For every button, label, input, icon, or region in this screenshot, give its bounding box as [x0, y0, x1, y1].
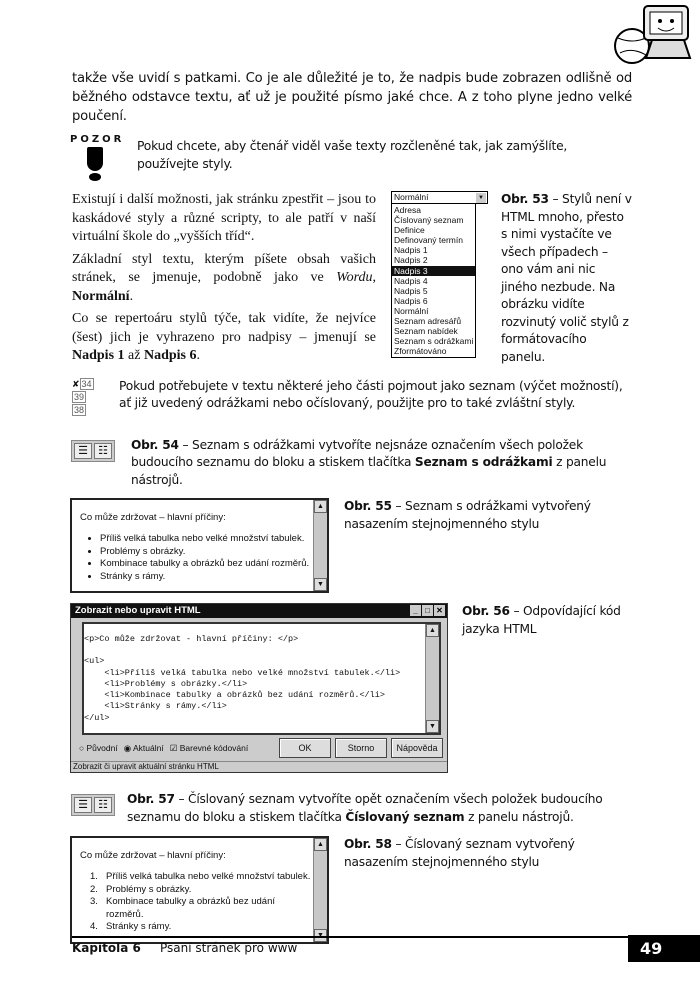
obr56-caption: Obr. 56 – Odpovídající kód jazyka HTML — [462, 604, 621, 636]
tip-block — [70, 378, 632, 417]
close-button[interactable]: ✕ — [434, 605, 445, 616]
html-editor-window — [70, 603, 448, 773]
bullet-list-icon: ☷ — [94, 443, 112, 459]
list-heading: Co může zdržovat – hlavní příčiny: — [80, 512, 226, 523]
paragraph-2: Základní styl textu, kterým píšete obsah vašich stránek, se jmenuje, podobně jako ve Wordu, Normální. — [72, 251, 376, 304]
style-option[interactable]: Nadpis 6 — [394, 295, 428, 306]
list-heading: Co může zdržovat – hlavní příčiny: — [80, 850, 226, 861]
style-option[interactable]: Normální — [394, 305, 429, 316]
minimize-button[interactable]: _ — [410, 605, 421, 616]
numbered-item — [90, 896, 311, 921]
dialog-controls — [79, 738, 443, 758]
obr55-block — [70, 498, 632, 593]
item-text: Příliš velká tabulka nebo velké množství tabulek. — [106, 871, 311, 882]
code-line — [84, 645, 423, 656]
style-option[interactable]: Seznam s odrážkami — [394, 336, 474, 347]
pozor-text: Pokud chcete, aby čtenář viděl vaše texty rozčleněné tak, jak zamýšlíte, používejte styly. — [137, 139, 568, 171]
item-number: 2. — [90, 883, 98, 895]
item-number: 3. — [90, 896, 98, 907]
footer-chapter: Kapitola 6 — [72, 941, 141, 955]
numbered-list-icon: ☰ — [74, 797, 92, 813]
item-number: 4. — [90, 921, 98, 932]
style-option[interactable]: Definice — [394, 225, 425, 236]
pozor-warning-icon — [70, 134, 125, 181]
code-line: </ul> — [84, 712, 110, 723]
tip-text: Pokud potřebujete v textu některé jeho části pojmout jako seznam (výčet možností), ať již uvedený odrážkami nebo očíslovaný, použijte pro to také zvláštní styly. — [119, 378, 623, 410]
style-option[interactable]: Seznam nabídek — [394, 326, 458, 337]
style-option[interactable]: Nadpis 4 — [394, 275, 428, 286]
style-option[interactable]: Definovaný termín — [394, 235, 463, 246]
color-coding-checkbox[interactable]: ☑ Barevné kódování — [169, 742, 249, 753]
dialog-options — [79, 743, 275, 754]
code-line: <p>Co může zdržovat - hlavní příčiny: </p> — [84, 634, 299, 644]
item-text: Stránky s rámy. — [106, 921, 172, 932]
item-text: Problémy s obrázky. — [106, 883, 192, 895]
code-line: <li>Stránky s rámy.</li> — [84, 701, 227, 712]
numbered-list-preview — [70, 836, 329, 944]
pozor-label: POZOR — [70, 134, 125, 145]
paragraph-1: Existují i další možnosti, jak stránku zpestřit – jsou to kaskádové styly a různé scripty, to ale patří v naší virtuální škole do „vyšších tříd“. — [72, 192, 376, 244]
obr56-block — [70, 603, 632, 773]
intro-paragraph: takže vše uvidí s patkami. Co je ale důležité je to, že nadpis bude zobrazen odlišně od běžného odstavce textu, ať už je použité písmo jaké chce. A z toho plyne jedno velké poučení. — [72, 71, 632, 124]
page-content — [70, 69, 632, 944]
window-titlebar: Zobrazit nebo upravit HTML _ □ ✕ — [71, 604, 447, 618]
radio-original[interactable]: ○ Původní — [79, 742, 118, 753]
cancel-button[interactable]: Storno — [335, 738, 387, 758]
numbered-item — [90, 884, 311, 897]
item-number: 1. — [90, 871, 98, 882]
obr57-block — [70, 791, 632, 826]
ok-button[interactable]: OK — [279, 738, 331, 758]
footer-rule — [72, 936, 700, 938]
page-number: 49 — [628, 935, 700, 962]
obr58-block — [70, 836, 632, 944]
scrollbar[interactable]: ▲ ▼ — [313, 838, 327, 942]
numbered-item — [90, 921, 311, 934]
code-line: <li>Problémy s obrázky.</li> — [84, 678, 248, 689]
code-line: <ul> — [84, 656, 105, 667]
pozor-block — [70, 134, 632, 181]
style-option[interactable]: Seznam adresářů — [394, 316, 462, 327]
obr55-caption: Obr. 55 – Seznam s odrážkami vytvořený nasazením stejnojmenného stylu — [344, 499, 591, 531]
style-option[interactable]: Zformátováno — [394, 346, 447, 357]
bullet-toolbar-buttons — [71, 440, 115, 462]
code-scrollbar[interactable]: ▲ ▼ — [425, 624, 439, 733]
style-options-list — [391, 204, 476, 358]
bullet-list-preview — [70, 498, 329, 593]
numbered-list-icon: ☰ — [74, 443, 92, 459]
left-column — [72, 191, 376, 370]
style-select-field[interactable]: Normální ▼ — [391, 191, 488, 204]
style-option[interactable]: Nadpis 1 — [394, 245, 428, 256]
item-text: Kombinace tabulky a obrázků bez udání rozměrů. — [106, 896, 275, 920]
help-button[interactable]: Nápověda — [391, 738, 443, 758]
maximize-button[interactable]: □ — [422, 605, 433, 616]
scrollbar[interactable]: ▲ ▼ — [313, 500, 327, 591]
bullet-list-icon: ☷ — [94, 797, 112, 813]
style-dropdown[interactable] — [391, 191, 488, 358]
obr54-block — [70, 437, 632, 490]
list-item: • Stránky s rámy. — [100, 571, 311, 584]
list-styles-icon: ✘ 34 39 38 — [72, 378, 92, 415]
obr58-caption: Obr. 58 – Číslovaný seznam vytvořený nasazením stejnojmenného stylu — [344, 837, 575, 869]
html-code-area[interactable] — [82, 622, 441, 735]
style-option[interactable]: Nadpis 3 — [392, 266, 475, 276]
code-line: <li>Příliš velká tabulka nebo velké množství tabulek.</li> — [84, 667, 401, 678]
obr53-caption: Obr. 53 – Stylů není v HTML mnoho, přesto s nimi vystačíte ve všech případech – ono vám ani nic jiného nezbude. Na obrázku vidíte rozvinutý volič stylů z formátovacího panelu. — [501, 192, 632, 364]
status-bar: Zobrazit či upravit aktuální stránku HTML — [71, 761, 447, 772]
style-option[interactable]: Nadpis 5 — [394, 285, 428, 296]
list-item: • Problémy s obrázky. — [100, 546, 311, 559]
obr54-caption: Obr. 54 – Seznam s odrážkami vytvoříte nejsnáze označením všech položek budoucího seznamu do bloku a stiskem tlačítka Seznam s odrážkami z panelu nástrojů. — [131, 437, 607, 487]
numbered-toolbar-buttons — [71, 794, 115, 816]
code-line: <li>Kombinace tabulky a obrázků bez udání rozměrů.</li> — [84, 690, 385, 701]
footer-title: Psaní stránek pro www — [160, 941, 298, 955]
dropdown-arrow-icon[interactable]: ▼ — [476, 193, 486, 203]
style-option[interactable]: Nadpis 2 — [394, 255, 428, 266]
computer-globe-mascot-icon — [600, 0, 700, 66]
style-option[interactable]: Číslovaný seznam — [394, 215, 464, 226]
numbered-item — [90, 871, 311, 884]
paragraph-3: Co se repertoáru stylů týče, tak vidíte, že nejvíce (šest) jich je vyhrazeno pro nadpisy – jmenují se Nadpis 1 až Nadpis 6. — [72, 311, 376, 363]
radio-current[interactable]: ◉ Aktuální — [123, 742, 164, 753]
obr57-caption: Obr. 57 – Číslovaný seznam vytvoříte opět označením všech položek budoucího seznamu do bloku a stiskem tlačítka Číslovaný seznam z panelu nástrojů. — [127, 792, 603, 824]
list-item: • Kombinace tabulky a obrázků bez udání rozměrů. — [100, 558, 311, 571]
list-item: • Příliš velká tabulka nebo velké množství tabulek. — [100, 533, 311, 546]
style-option[interactable]: Adresa — [394, 205, 421, 215]
styles-section — [70, 191, 632, 370]
